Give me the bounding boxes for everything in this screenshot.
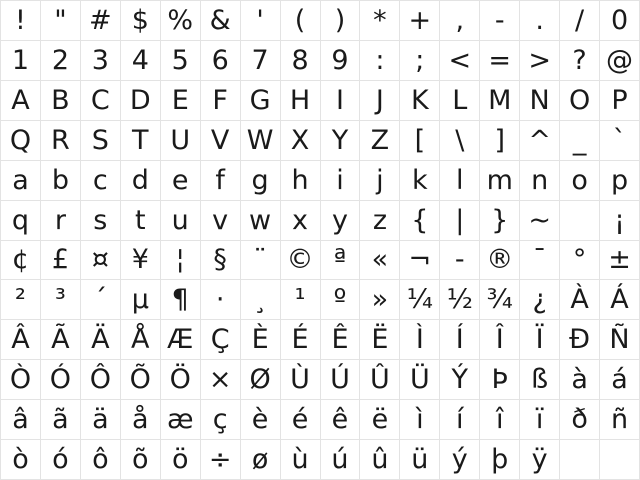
glyph-cell[interactable]: k xyxy=(400,161,440,201)
glyph-cell[interactable]: ` xyxy=(600,121,640,161)
glyph-cell[interactable]: < xyxy=(440,41,480,81)
glyph-cell[interactable]: Ë xyxy=(360,320,400,360)
glyph-cell[interactable]: ¶ xyxy=(161,280,201,320)
glyph-cell[interactable]: 2 xyxy=(41,41,81,81)
glyph-cell[interactable]: P xyxy=(600,81,640,121)
glyph-cell[interactable]: z xyxy=(360,201,400,241)
glyph-cell[interactable]: â xyxy=(1,400,41,440)
glyph-cell[interactable]: Ê xyxy=(321,320,361,360)
glyph-cell[interactable]: ª xyxy=(321,241,361,281)
glyph-cell[interactable]: Q xyxy=(1,121,41,161)
glyph-cell[interactable]: ÷ xyxy=(201,440,241,480)
glyph-cell[interactable]: 8 xyxy=(281,41,321,81)
glyph-cell[interactable]: Í xyxy=(440,320,480,360)
glyph-cell[interactable]: i xyxy=(321,161,361,201)
glyph-cell[interactable]: Î xyxy=(480,320,520,360)
glyph-cell[interactable]: } xyxy=(480,201,520,241)
glyph-cell[interactable]: Ç xyxy=(201,320,241,360)
glyph-cell[interactable]: X xyxy=(281,121,321,161)
glyph-cell[interactable]: ã xyxy=(41,400,81,440)
glyph-cell[interactable]: è xyxy=(241,400,281,440)
glyph-cell[interactable]: 7 xyxy=(241,41,281,81)
glyph-cell[interactable]: Ú xyxy=(321,360,361,400)
glyph-cell[interactable]: 1 xyxy=(1,41,41,81)
glyph-cell[interactable]: Ô xyxy=(81,360,121,400)
glyph-cell[interactable]: I xyxy=(321,81,361,121)
glyph-cell[interactable]: B xyxy=(41,81,81,121)
glyph-cell[interactable]: J xyxy=(360,81,400,121)
glyph-cell[interactable]: Ó xyxy=(41,360,81,400)
glyph-cell[interactable] xyxy=(560,440,600,480)
glyph-cell[interactable]: £ xyxy=(41,241,81,281)
glyph-cell[interactable]: K xyxy=(400,81,440,121)
glyph-cell[interactable]: ó xyxy=(41,440,81,480)
glyph-cell[interactable]: ) xyxy=(321,1,361,41)
glyph-cell[interactable]: A xyxy=(1,81,41,121)
glyph-cell[interactable]: T xyxy=(121,121,161,161)
glyph-cell[interactable]: Æ xyxy=(161,320,201,360)
glyph-cell[interactable]: é xyxy=(281,400,321,440)
glyph-cell[interactable]: ? xyxy=(560,41,600,81)
glyph-cell[interactable]: « xyxy=(360,241,400,281)
glyph-cell[interactable]: ° xyxy=(560,241,600,281)
glyph-cell[interactable]: ± xyxy=(600,241,640,281)
glyph-cell[interactable]: R xyxy=(41,121,81,161)
glyph-cell[interactable]: f xyxy=(201,161,241,201)
glyph-cell[interactable]: Û xyxy=(360,360,400,400)
glyph-cell[interactable]: ¿ xyxy=(520,280,560,320)
glyph-cell[interactable]: ¢ xyxy=(1,241,41,281)
glyph-cell[interactable]: × xyxy=(201,360,241,400)
glyph-cell[interactable]: q xyxy=(1,201,41,241)
glyph-cell[interactable]: à xyxy=(560,360,600,400)
glyph-cell[interactable]: a xyxy=(1,161,41,201)
glyph-cell[interactable]: Â xyxy=(1,320,41,360)
glyph-cell[interactable]: ! xyxy=(1,1,41,41)
glyph-cell[interactable]: > xyxy=(520,41,560,81)
glyph-cell[interactable]: Ý xyxy=(440,360,480,400)
glyph-cell[interactable]: d xyxy=(121,161,161,201)
glyph-cell[interactable]: 9 xyxy=(321,41,361,81)
glyph-cell[interactable]: ë xyxy=(360,400,400,440)
glyph-cell[interactable]: Å xyxy=(121,320,161,360)
glyph-cell[interactable]: ~ xyxy=(520,201,560,241)
glyph-cell[interactable]: æ xyxy=(161,400,201,440)
glyph-cell[interactable]: µ xyxy=(121,280,161,320)
glyph-cell[interactable]: ê xyxy=(321,400,361,440)
glyph-cell[interactable]: º xyxy=(321,280,361,320)
glyph-cell[interactable]: E xyxy=(161,81,201,121)
glyph-cell[interactable]: ç xyxy=(201,400,241,440)
glyph-cell[interactable]: Þ xyxy=(480,360,520,400)
glyph-cell[interactable]: ï xyxy=(520,400,560,440)
glyph-cell[interactable]: { xyxy=(400,201,440,241)
glyph-cell[interactable]: O xyxy=(560,81,600,121)
glyph-cell[interactable]: ³ xyxy=(41,280,81,320)
glyph-cell[interactable]: þ xyxy=(480,440,520,480)
glyph-cell[interactable]: ý xyxy=(440,440,480,480)
glyph-cell[interactable]: ü xyxy=(400,440,440,480)
glyph-cell[interactable]: l xyxy=(440,161,480,201)
glyph-cell[interactable]: M xyxy=(480,81,520,121)
glyph-cell[interactable]: ¤ xyxy=(81,241,121,281)
glyph-cell[interactable]: ( xyxy=(281,1,321,41)
glyph-cell[interactable]: Ö xyxy=(161,360,201,400)
glyph-cell[interactable]: Y xyxy=(321,121,361,161)
glyph-cell[interactable]: Ñ xyxy=(600,320,640,360)
glyph-cell[interactable]: | xyxy=(440,201,480,241)
glyph-cell[interactable]: ä xyxy=(81,400,121,440)
glyph-cell[interactable]: " xyxy=(41,1,81,41)
glyph-cell[interactable]: U xyxy=(161,121,201,161)
glyph-cell[interactable]: g xyxy=(241,161,281,201)
glyph-cell[interactable]: ® xyxy=(480,241,520,281)
glyph-cell[interactable]: s xyxy=(81,201,121,241)
glyph-cell[interactable]: å xyxy=(121,400,161,440)
glyph-cell[interactable]: , xyxy=(440,1,480,41)
glyph-cell[interactable]: À xyxy=(560,280,600,320)
glyph-cell[interactable]: ¦ xyxy=(161,241,201,281)
glyph-cell[interactable]: ì xyxy=(400,400,440,440)
glyph-cell[interactable]: Õ xyxy=(121,360,161,400)
glyph-cell[interactable]: ; xyxy=(400,41,440,81)
glyph-cell[interactable]: & xyxy=(201,1,241,41)
glyph-cell[interactable]: N xyxy=(520,81,560,121)
glyph-cell[interactable]: v xyxy=(201,201,241,241)
glyph-cell[interactable] xyxy=(560,201,600,241)
glyph-cell[interactable]: ¼ xyxy=(400,280,440,320)
glyph-cell[interactable]: § xyxy=(201,241,241,281)
glyph-cell[interactable]: = xyxy=(480,41,520,81)
glyph-cell[interactable]: û xyxy=(360,440,400,480)
glyph-cell[interactable]: ¾ xyxy=(480,280,520,320)
glyph-cell[interactable]: [ xyxy=(400,121,440,161)
glyph-cell[interactable]: ^ xyxy=(520,121,560,161)
glyph-cell[interactable]: Ï xyxy=(520,320,560,360)
glyph-cell[interactable]: ù xyxy=(281,440,321,480)
glyph-cell[interactable]: Ø xyxy=(241,360,281,400)
glyph-cell[interactable]: r xyxy=(41,201,81,241)
glyph-cell[interactable]: y xyxy=(321,201,361,241)
glyph-cell[interactable]: ð xyxy=(560,400,600,440)
glyph-cell[interactable]: / xyxy=(560,1,600,41)
glyph-cell[interactable]: ¥ xyxy=(121,241,161,281)
glyph-cell[interactable]: . xyxy=(520,1,560,41)
glyph-cell[interactable]: Ð xyxy=(560,320,600,360)
glyph-cell[interactable]: Ì xyxy=(400,320,440,360)
glyph-cell[interactable]: : xyxy=(360,41,400,81)
glyph-cell[interactable]: - xyxy=(440,241,480,281)
glyph-cell[interactable]: ß xyxy=(520,360,560,400)
glyph-cell[interactable]: b xyxy=(41,161,81,201)
glyph-cell[interactable] xyxy=(600,440,640,480)
glyph-cell[interactable]: Ò xyxy=(1,360,41,400)
glyph-cell[interactable]: W xyxy=(241,121,281,161)
glyph-cell[interactable]: - xyxy=(480,1,520,41)
glyph-cell[interactable]: É xyxy=(281,320,321,360)
glyph-cell[interactable]: m xyxy=(480,161,520,201)
glyph-cell[interactable]: h xyxy=(281,161,321,201)
glyph-cell[interactable]: # xyxy=(81,1,121,41)
glyph-cell[interactable]: * xyxy=(360,1,400,41)
glyph-cell[interactable]: È xyxy=(241,320,281,360)
glyph-cell[interactable]: » xyxy=(360,280,400,320)
glyph-cell[interactable]: ¸ xyxy=(241,280,281,320)
glyph-cell[interactable]: ñ xyxy=(600,400,640,440)
glyph-cell[interactable]: á xyxy=(600,360,640,400)
glyph-cell[interactable]: Ü xyxy=(400,360,440,400)
glyph-cell[interactable]: w xyxy=(241,201,281,241)
glyph-cell[interactable]: ô xyxy=(81,440,121,480)
glyph-cell[interactable]: H xyxy=(281,81,321,121)
glyph-cell[interactable]: $ xyxy=(121,1,161,41)
glyph-cell[interactable]: C xyxy=(81,81,121,121)
glyph-cell[interactable]: + xyxy=(400,1,440,41)
glyph-cell[interactable]: % xyxy=(161,1,201,41)
glyph-cell[interactable]: ¨ xyxy=(241,241,281,281)
glyph-cell[interactable]: ¹ xyxy=(281,280,321,320)
glyph-cell[interactable]: j xyxy=(360,161,400,201)
glyph-cell[interactable]: G xyxy=(241,81,281,121)
glyph-cell[interactable]: c xyxy=(81,161,121,201)
glyph-cell[interactable]: 5 xyxy=(161,41,201,81)
glyph-cell[interactable]: ² xyxy=(1,280,41,320)
glyph-cell[interactable]: Ù xyxy=(281,360,321,400)
glyph-cell[interactable]: ' xyxy=(241,1,281,41)
glyph-cell[interactable]: 6 xyxy=(201,41,241,81)
glyph-cell[interactable]: 0 xyxy=(600,1,640,41)
glyph-cell[interactable]: S xyxy=(81,121,121,161)
glyph-cell[interactable]: Ã xyxy=(41,320,81,360)
glyph-cell[interactable]: V xyxy=(201,121,241,161)
glyph-cell[interactable]: e xyxy=(161,161,201,201)
glyph-cell[interactable]: p xyxy=(600,161,640,201)
glyph-cell[interactable]: ¯ xyxy=(520,241,560,281)
glyph-cell[interactable]: ¡ xyxy=(600,201,640,241)
glyph-cell[interactable]: ÿ xyxy=(520,440,560,480)
glyph-cell[interactable]: D xyxy=(121,81,161,121)
glyph-cell[interactable]: 3 xyxy=(81,41,121,81)
glyph-cell[interactable]: ½ xyxy=(440,280,480,320)
glyph-cell[interactable]: x xyxy=(281,201,321,241)
glyph-cell[interactable]: ø xyxy=(241,440,281,480)
glyph-cell[interactable]: · xyxy=(201,280,241,320)
glyph-cell[interactable]: ¬ xyxy=(400,241,440,281)
glyph-cell[interactable]: @ xyxy=(600,41,640,81)
glyph-cell[interactable]: u xyxy=(161,201,201,241)
glyph-cell[interactable]: 4 xyxy=(121,41,161,81)
glyph-cell[interactable]: ò xyxy=(1,440,41,480)
glyph-cell[interactable]: _ xyxy=(560,121,600,161)
glyph-cell[interactable]: ú xyxy=(321,440,361,480)
glyph-cell[interactable]: t xyxy=(121,201,161,241)
glyph-cell[interactable]: í xyxy=(440,400,480,440)
glyph-cell[interactable]: ´ xyxy=(81,280,121,320)
glyph-cell[interactable]: ö xyxy=(161,440,201,480)
glyph-cell[interactable]: o xyxy=(560,161,600,201)
glyph-cell[interactable]: n xyxy=(520,161,560,201)
glyph-cell[interactable]: L xyxy=(440,81,480,121)
glyph-cell[interactable]: \ xyxy=(440,121,480,161)
glyph-cell[interactable]: F xyxy=(201,81,241,121)
glyph-cell[interactable]: î xyxy=(480,400,520,440)
glyph-cell[interactable]: Z xyxy=(360,121,400,161)
glyph-cell[interactable]: Ä xyxy=(81,320,121,360)
glyph-cell[interactable]: © xyxy=(281,241,321,281)
glyph-cell[interactable]: õ xyxy=(121,440,161,480)
glyph-cell[interactable]: ] xyxy=(480,121,520,161)
glyph-cell[interactable]: Á xyxy=(600,280,640,320)
